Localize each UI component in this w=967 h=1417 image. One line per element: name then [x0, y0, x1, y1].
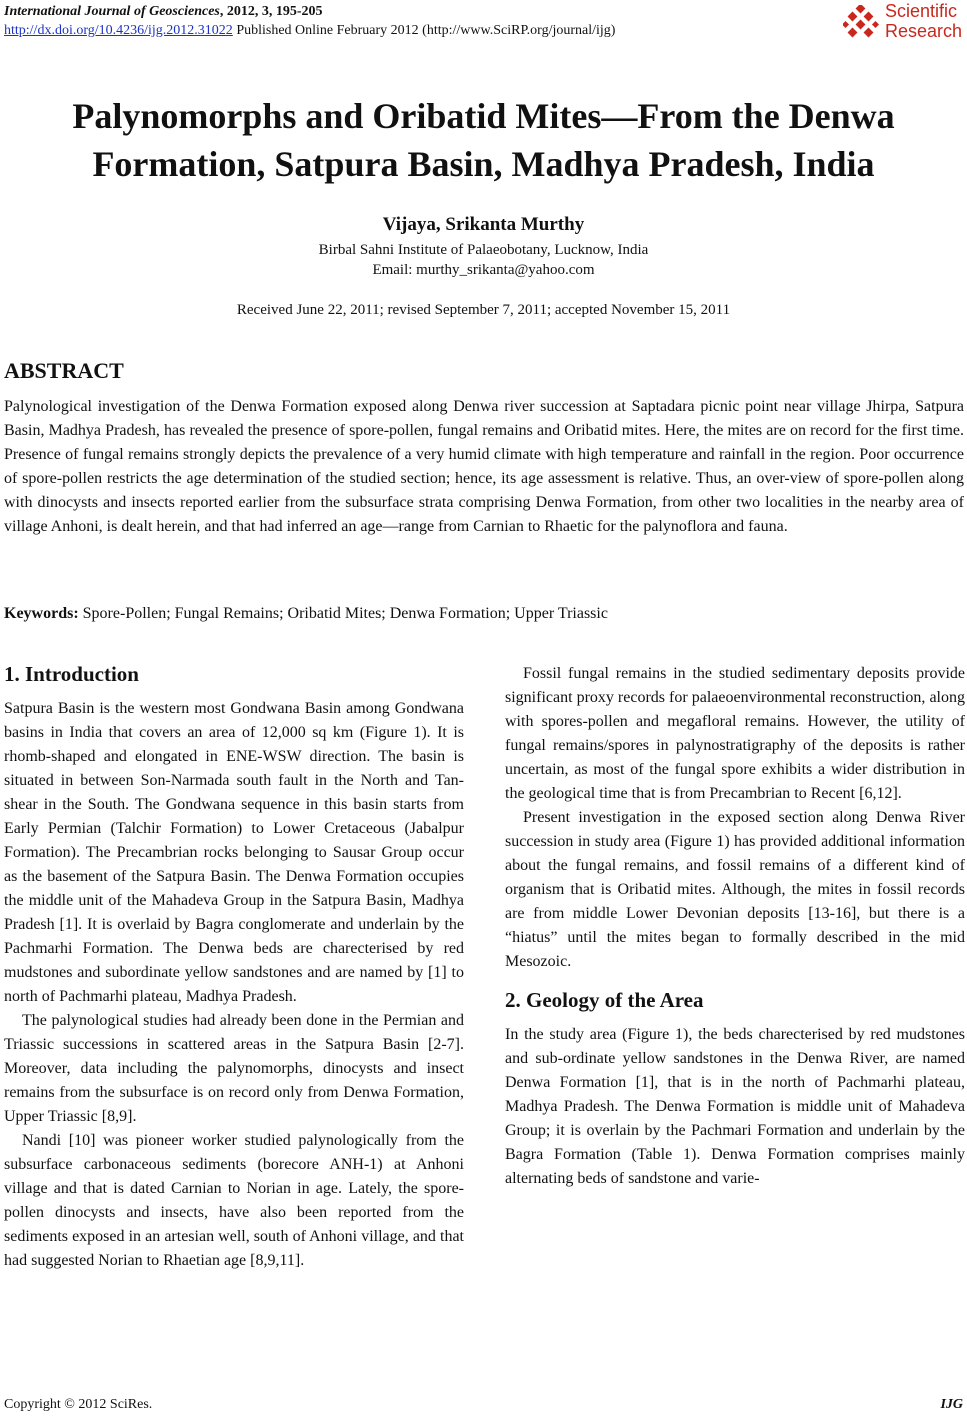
paragraph: The palynological studies had already been done in the Permian and Triassic successions in scattered areas in the Satpura Basin [2-7]. Moreover, data including the palynomorphs, dinocysts and insect remains from the subsurface is on record only from Denwa Formation, Upper Triassic [8,9].: [4, 1012, 464, 1125]
paragraph: Present investigation in the exposed section along Denwa River succession in study area (Figure 1) has provided additional information about the fungal remains, and fossil remains of a different kind of organism that is Oribatid mites. Although, the mites in fossil records are from middle Lower Devonian deposits [13-16], but there is a “hiatus” until the mites began to formally described in the mid Mesozoic.: [505, 809, 965, 970]
journal-volume: , 2012, 3, 195-205: [219, 4, 323, 19]
logo-text: [885, 1, 962, 41]
affiliation: Birbal Sahni Institute of Palaeobotany, Lucknow, India: [318, 242, 649, 258]
left-column: [4, 660, 464, 1273]
running-header: [4, 2, 615, 40]
paper-title: Palynomorphs and Oribatid Mites—From the Denwa Formation, Satpura Basin, Madhya Pradesh, India: [72, 96, 895, 184]
journal-citation: [4, 2, 615, 21]
section-heading-geology: 2. Geology of the Area: [505, 988, 704, 1012]
paragraph: Satpura Basin is the western most Gondwana Basin among Gondwana basins in India that covers an area of 12,000 sq km (Figure 1). It is rhomb-shaped and elongated in ENE-WSW direction. The basin is situated in between Son-Narmada south fault in the North and Tan-shear in the South. The Gondwana sequence in this basin starts from Early Permian (Talchir Formation) to Lower Cretaceous (Jabalpur Formation). The Precambrian rocks belonging to Sausar Group occur as the basement of the Satpura Basin. The Denwa Formation occupies the middle unit of the Mahadeva Group in the Satpura Basin, Madhya Pradesh [1]. It is overlaid by Bagra conglomerate and underlain by the Pachmarhi Formation. The Denwa beds are charecterised by red mudstones and subordinate yellow sandstones and are named by [1] to north of Pachmarhi plateau, Madhya Pradesh.: [4, 700, 464, 1005]
keywords-list: Spore-Pollen; Fungal Remains; Oribatid Mites; Denwa Formation; Upper Triassic: [78, 605, 608, 622]
authors: Vijaya, Srikanta Murthy: [382, 214, 585, 235]
scirp-logo-icon: [843, 5, 879, 41]
abstract-heading: ABSTRACT: [4, 358, 124, 383]
section-heading-introduction: 1. Introduction: [4, 662, 139, 686]
paragraph: Fossil fungal remains in the studied sedimentary deposits provide significant proxy records for palaeoenvironmental reconstruction, along with spores-pollen and megafloral remains. However, the utility of fungal remains/spores in palynostratigraphy of the deposits is rather uncertain, as most of the fungal spore exhibits a wider distribution in the geological time that is from Precambrian to Recent [6,12].: [505, 665, 965, 802]
logo-line-2: Research: [885, 21, 963, 41]
journal-name: International Journal of Geosciences: [4, 4, 220, 19]
affiliation-block: [0, 240, 967, 280]
right-column: [505, 662, 965, 1191]
published-online: Published Online February 2012 (http://www.SciRP.org/journal/ijg): [232, 23, 616, 38]
paragraph: Nandi [10] was pioneer worker studied palynologically from the subsurface carbonaceous sediments (borecore ANH-1) at Anhoni village and that is dated Carnian to Norian in age. Lately, the spore-pollen dinocysts and insects, have also been reported from the sediments exposed in an artesian well, south of Anhoni village, and that had suggested Norian to Rhaetian age [8,9,11].: [4, 1132, 464, 1269]
keywords-label: Keywords:: [4, 605, 79, 622]
email: Email: murthy_srikanta@yahoo.com: [372, 262, 595, 278]
paragraph: In the study area (Figure 1), the beds charecterised by red mudstones and sub-ordinate yellow sandstones in the Denwa River, are named Denwa Formation [1], that is in the north of Pachmarhi plateau, Madhya Pradesh. The Denwa Formation is middle unit of Mahadeva Group; it is overlain by the Pachmari Formation and underlain by the Bagra Formation (Table 1). Denwa Formation comprises mainly alternating beds of sandstone and varie-: [505, 1026, 965, 1187]
logo-line-1: Scientific: [885, 1, 958, 21]
doi-link[interactable]: http://dx.doi.org/10.4236/ijg.2012.31022: [4, 23, 233, 38]
keywords: [4, 605, 608, 623]
page-footer: [4, 1397, 963, 1413]
abstract-text: Palynological investigation of the Denwa Formation exposed along Denwa river succession at Saptadara picnic point near village Jhirpa, Satpura Basin, Madhya Pradesh, has revealed the presence of spore-pollen, fungal remains and Oribatid mites. Here, the mites are on record for the first time. Presence of fungal remains strongly depicts the prevalence of a very humid climate with high temperature and rainfall in the region. Poor occurrence of spore-pollen restricts the age determination of the studied section; hence, its age assessment is relative. Thus, an over-view of spore-pollen along with dinocysts and insects reported earlier from the subsurface strata comprising Denwa Formation, from other two localities in the nearby area of village Anhoni, is dealt herein, and that had inferred an age—range from Carnian to Rhaetic for the palynoflora and fauna.: [4, 398, 964, 535]
copyright: Copyright © 2012 SciRes.: [4, 1397, 153, 1412]
publisher-logo: [843, 1, 963, 47]
received-dates: Received June 22, 2011; revised September 7, 2011; accepted November 15, 2011: [236, 302, 731, 318]
doi-line: [4, 21, 615, 40]
journal-abbreviation: IJG: [940, 1397, 963, 1412]
